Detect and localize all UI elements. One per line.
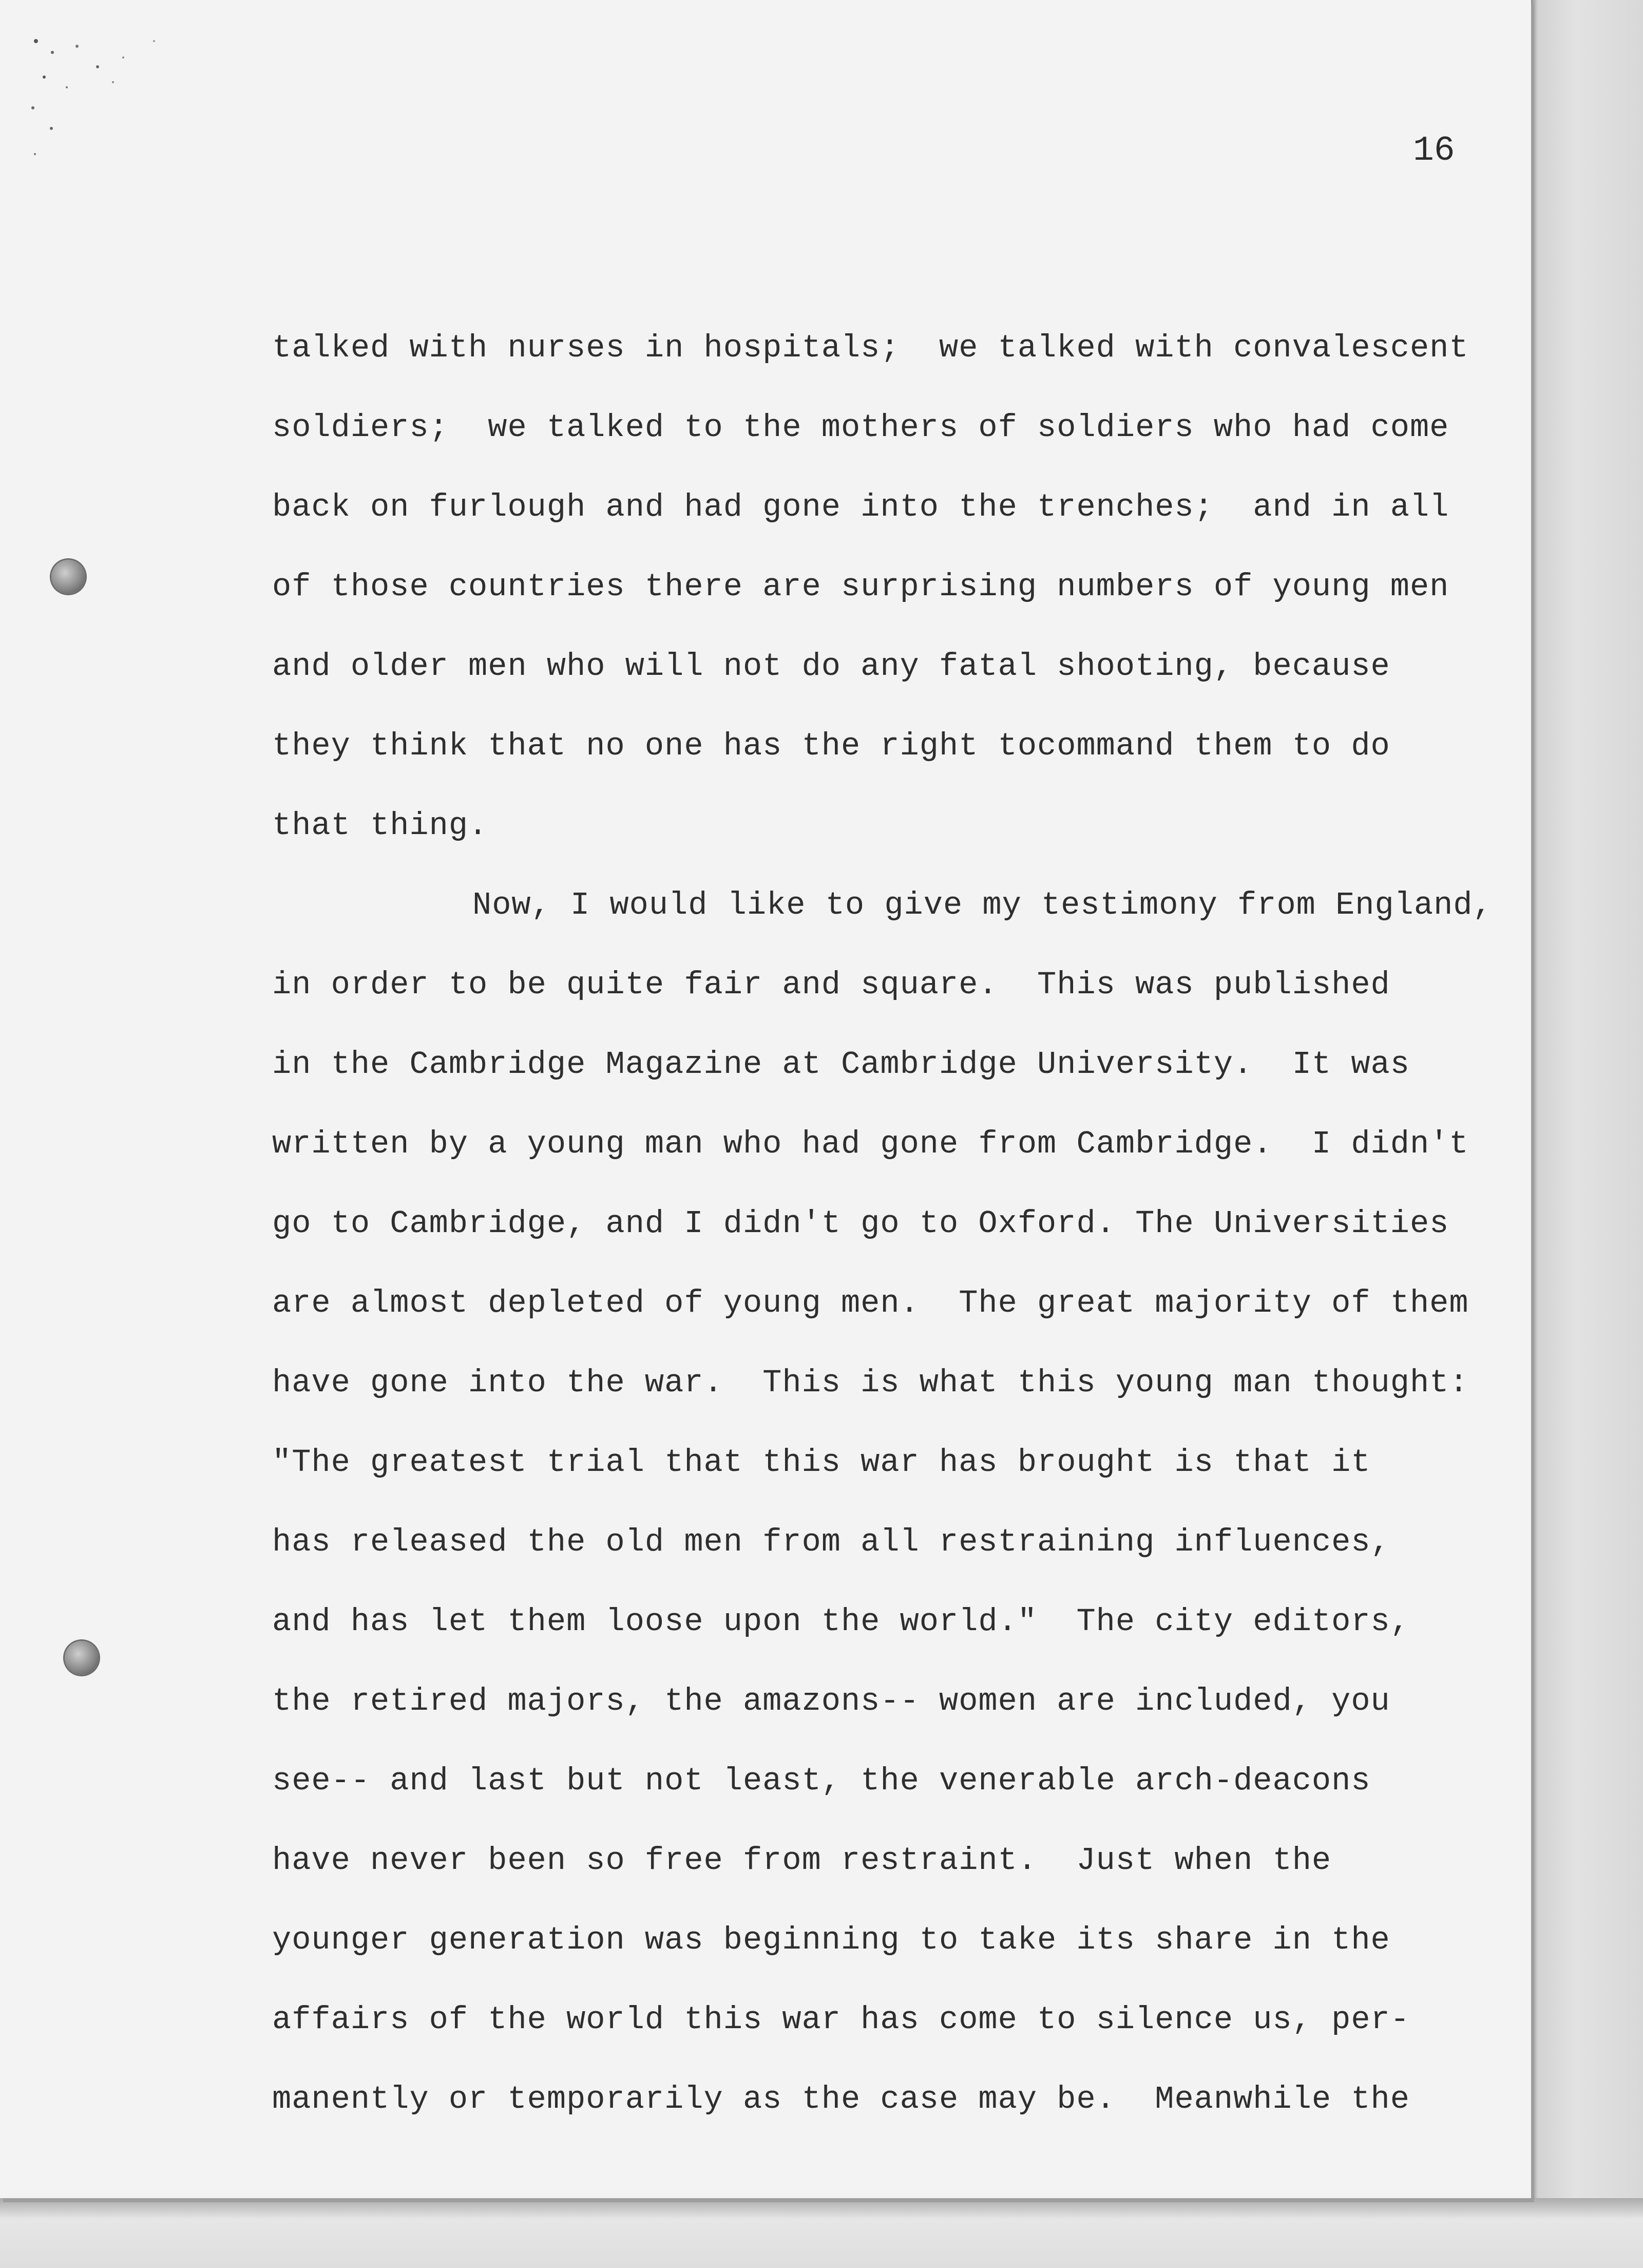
text-line: talked with nurses in hospitals; we talked with convalescent — [272, 330, 1469, 366]
text-line: back on furlough and had gone into the trenches; and in all — [272, 489, 1449, 525]
text-line: the retired majors, the amazons-- women are included, you — [272, 1683, 1390, 1719]
text-line: soldiers; we talked to the mothers of soldiers who had come — [272, 409, 1449, 446]
page-number: 16 — [1413, 131, 1455, 171]
text-line: affairs of the world this war has come to silence us, per- — [272, 2001, 1410, 2038]
text-line: in order to be quite fair and square. This was published — [272, 967, 1390, 1003]
text-line: written by a young man who had gone from Cambridge. I didn't — [272, 1126, 1469, 1162]
text-line: and has let them loose upon the world." The city editors, — [272, 1603, 1410, 1640]
text-line: has released the old men from all restraining influences, — [272, 1524, 1390, 1560]
punch-hole — [51, 560, 85, 594]
text-line: see-- and last but not least, the venerable arch-deacons — [272, 1763, 1371, 1799]
bottom-edge-shadow — [0, 2198, 1643, 2268]
text-line: of those countries there are surprising numbers of young men — [272, 569, 1449, 605]
text-line: younger generation was beginning to take its share in the — [272, 1922, 1390, 1958]
ink-specks — [21, 26, 185, 180]
text-line: they think that no one has the right tocommand them to do — [272, 728, 1390, 764]
text-line: have never been so free from restraint. Just when the — [272, 1842, 1332, 1879]
page-edge-shadow — [1531, 0, 1643, 2268]
text-line: in the Cambridge Magazine at Cambridge University. It was — [272, 1046, 1410, 1083]
text-line: manently or temporarily as the case may be. Meanwhile the — [272, 2081, 1410, 2118]
paragraph-start-line: Now, I would like to give my testimony from England, — [472, 887, 1493, 923]
text-line: are almost depleted of young men. The great majority of them — [272, 1285, 1469, 1321]
body-text — [272, 308, 1525, 2139]
text-line: and older men who will not do any fatal shooting, because — [272, 648, 1390, 685]
punch-hole — [65, 1641, 99, 1675]
text-line: go to Cambridge, and I didn't go to Oxford. The Universities — [272, 1205, 1449, 1242]
text-line: "The greatest trial that this war has brought is that it — [272, 1444, 1371, 1481]
text-line: have gone into the war. This is what this young man thought: — [272, 1365, 1469, 1401]
text-line: that thing. — [272, 807, 488, 844]
